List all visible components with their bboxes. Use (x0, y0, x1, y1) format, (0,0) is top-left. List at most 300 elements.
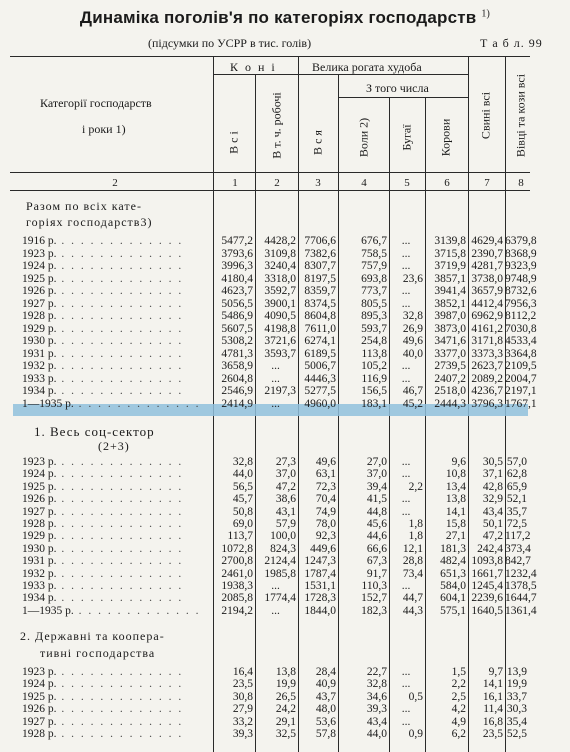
table-row (0, 544, 570, 555)
table-cell: 44,3 (402, 604, 423, 617)
table-cell: 32,8 (232, 456, 253, 468)
table-cell: 2197,1 (505, 385, 537, 397)
leader-dots: . . . . . . . . . . . . . (56, 519, 184, 530)
table-cell: 3471,6 (434, 335, 466, 347)
leader-dots: . . . . . . . . . . . . . (56, 543, 184, 555)
table-cell: 44,0 (232, 468, 253, 481)
colnum-8: 8 (518, 177, 524, 189)
leader-dots: . . . . . . . . . . . . . (56, 469, 184, 481)
table-label: Т а б л. 99 (480, 36, 543, 50)
col-sep-5 (425, 97, 426, 752)
table-row (0, 336, 570, 347)
row-label (22, 593, 212, 604)
colnum-1: 1 (232, 177, 238, 189)
row-year: 1916 р. (22, 236, 57, 247)
table-cell: 3109,8 (264, 247, 296, 260)
colnum-label: 2 (112, 177, 118, 189)
row-year: 1924 р. (22, 679, 57, 691)
table-cell: 27,0 (366, 456, 387, 468)
table-cell: ... (401, 493, 411, 506)
table-cell: 1644,7 (505, 592, 537, 605)
table-cell: 1,8 (408, 518, 423, 530)
table-cell: 92,3 (315, 530, 336, 543)
table-cell: ... (401, 297, 411, 310)
colnum-7: 7 (484, 177, 490, 189)
row-label (22, 494, 212, 505)
table-cell: 43,4 (366, 715, 387, 728)
table-cell: 30,3 (506, 703, 527, 716)
row-label (22, 507, 212, 518)
section-state-title: 2. Державні та коопера- (20, 629, 165, 643)
table-cell: 2089,2 (471, 372, 503, 385)
row-year: 1929 р. (22, 531, 57, 543)
table-cell: 156,5 (361, 385, 387, 397)
row-year: 1933 р. (22, 373, 57, 385)
table-cell: 11,4 (483, 703, 503, 716)
table-cell: 9,6 (451, 456, 466, 468)
table-cell: 3941,4 (434, 285, 466, 297)
row-label (22, 469, 212, 480)
table-row (0, 469, 570, 480)
col-sep-4 (389, 97, 390, 752)
table-cell: 26,9 (402, 322, 423, 335)
section-total-subtitle: горіях господарств3) (26, 215, 153, 229)
leader-dots: . . . . . . . . . . . . . (73, 398, 201, 410)
row-year: 1933 р. (22, 581, 57, 592)
table-cell: 63,1 (315, 468, 336, 481)
row-year: 1923 р. (22, 457, 57, 468)
table-row (0, 324, 570, 335)
table-cell: 2414,9 (221, 397, 253, 410)
table-cell: 6274,1 (304, 335, 336, 347)
table-cell: 1,5 (451, 666, 466, 678)
table-cell: 73,4 (402, 567, 423, 580)
header-col-buhai: Бугаї (399, 124, 414, 151)
table-cell: 1093,8 (471, 555, 503, 568)
row-label (22, 667, 212, 678)
table-cell: 49,6 (402, 335, 423, 347)
table-cell: 2197,3 (264, 385, 296, 397)
row-year: 1926 р. (22, 494, 57, 506)
table-cell: 45,6 (366, 518, 387, 530)
table-cell: 47,2 (275, 480, 296, 493)
table-cell: 1,8 (408, 530, 423, 543)
table-cell: 12,1 (402, 542, 423, 555)
row-label (22, 236, 212, 247)
table-cell: ... (401, 678, 411, 691)
table-cell: 40,0 (402, 347, 423, 360)
table-cell: 22,7 (366, 666, 387, 678)
table-cell: 2407,2 (434, 372, 466, 385)
row-year: 1925 р. (22, 273, 57, 285)
table-cell: 66,6 (366, 542, 387, 555)
section-soc-title: 1. Весь соц-сектор (34, 424, 155, 439)
table-cell: 4629,4 (471, 235, 503, 247)
table-cell: 47,2 (482, 530, 503, 543)
header-col-svyni: Свині всі (478, 91, 493, 140)
table-cell: 4781,3 (221, 347, 253, 360)
section-soc-subtitle: (2+3) (98, 439, 130, 453)
table-cell: 9748,9 (505, 272, 537, 285)
table-cell: 3715,8 (434, 247, 466, 260)
row-label (22, 361, 212, 372)
row-year: 1927 р. (22, 716, 57, 728)
table-cell: 7030,8 (505, 322, 537, 335)
leader-dots: . . . . . . . . . . . . . (56, 679, 184, 691)
row-year: 1928 р. (22, 519, 57, 530)
header-z-togo: З того числа (366, 81, 429, 95)
table-cell: 842,7 (505, 555, 531, 568)
table-cell: 45,2 (402, 397, 423, 410)
table-cell: 152,7 (361, 592, 387, 605)
row-year: 1932 р. (22, 568, 57, 580)
row-year: 1924 р. (22, 261, 57, 272)
leader-dots: . . . . . . . . . . . . . (56, 323, 184, 335)
table-cell: 1072,8 (221, 542, 253, 555)
table-cell: 6,2 (451, 728, 466, 740)
header-col-korovy: Корови (438, 118, 453, 157)
table-cell: 57,0 (506, 456, 527, 468)
table-cell: 3657,9 (471, 285, 503, 297)
table-cell: 824,3 (270, 542, 296, 555)
leader-dots: . . . . . . . . . . . . . (56, 729, 184, 740)
table-cell: 3377,0 (434, 347, 466, 360)
table-cell: 7611,0 (304, 322, 336, 335)
table-cell: 40,9 (315, 678, 336, 691)
table-row (0, 249, 570, 260)
table-cell: 2461,0 (221, 567, 253, 580)
table-cell: 4412,4 (471, 297, 503, 310)
table-cell: 895,3 (361, 310, 387, 322)
table-cell: 8112,2 (505, 310, 537, 322)
table-row (0, 519, 570, 530)
table-cell: 8374,5 (304, 297, 336, 310)
table-cell: 3364,8 (505, 347, 537, 360)
table-cell: 62,8 (506, 468, 527, 481)
row-year: 1928 р. (22, 311, 57, 322)
table-cell: 1728,3 (304, 592, 336, 605)
table-cell: ... (401, 456, 411, 468)
colnum-3: 3 (315, 177, 321, 189)
table-cell: 254,8 (361, 335, 387, 347)
leader-dots: . . . . . . . . . . . . . (56, 556, 184, 568)
row-label (22, 581, 212, 592)
table-cell: 757,9 (361, 260, 387, 272)
table-cell: 27,1 (445, 530, 466, 543)
table-row (0, 236, 570, 247)
table-cell: 449,6 (310, 542, 336, 555)
table-cell: 2,2 (451, 678, 466, 691)
row-year: 1934 р. (22, 386, 57, 397)
table-cell: 593,7 (361, 322, 387, 335)
table-cell: 4,9 (451, 715, 466, 728)
table-cell: 3793,6 (221, 247, 253, 260)
row-label (22, 482, 212, 493)
table-cell: 6379,8 (505, 235, 537, 247)
table-cell: 110,3 (361, 580, 387, 592)
table-cell: ... (271, 360, 280, 372)
leader-dots: . . . . . . . . . . . . . (56, 691, 184, 703)
table-cell: 46,7 (402, 385, 423, 397)
header-top-line (10, 56, 530, 57)
table-cell: 2109,5 (505, 360, 537, 372)
table-cell: 78,0 (315, 518, 336, 530)
table-cell: 6189,5 (304, 347, 336, 360)
table-row (0, 569, 570, 580)
table-cell: 45,7 (232, 493, 253, 506)
leader-dots: . . . . . . . . . . . . . (56, 273, 184, 285)
table-cell: 49,6 (315, 456, 336, 468)
table-cell: 5308,2 (221, 335, 253, 347)
table-cell: 4236,7 (471, 385, 503, 397)
table-cell: 1767,1 (505, 397, 537, 410)
row-label (22, 249, 212, 260)
header-col-vsi: В с і (226, 131, 241, 154)
table-cell: ... (401, 715, 411, 728)
table-cell: 50,1 (482, 518, 503, 530)
table-cell: 74,9 (315, 505, 336, 518)
row-label (22, 311, 212, 322)
table-cell: 34,6 (366, 690, 387, 703)
table-cell: ... (271, 580, 280, 592)
table-cell: 91,7 (366, 567, 387, 580)
row-label (22, 704, 212, 715)
table-cell: 2623,7 (471, 360, 503, 372)
table-row (0, 494, 570, 505)
table-cell: ... (401, 468, 411, 481)
table-row (0, 606, 570, 617)
table-row (0, 286, 570, 297)
table-cell: 28,4 (315, 666, 336, 678)
table-cell: 3318,0 (264, 272, 296, 285)
table-cell: 8307,7 (304, 260, 336, 272)
row-year: 1926 р. (22, 286, 57, 297)
row-label (22, 679, 212, 690)
row-year: 1927 р. (22, 298, 57, 310)
row-label (22, 556, 212, 567)
table-cell: 48,0 (315, 703, 336, 716)
table-cell: 0,5 (408, 690, 423, 703)
table-cell: 32,5 (275, 728, 296, 740)
title-text: Динаміка поголів'я по категоріях господарств (79, 8, 477, 27)
table-cell: 1378,5 (505, 580, 537, 592)
table-row (0, 507, 570, 518)
table-row (0, 679, 570, 690)
table-cell: 1938,3 (221, 580, 253, 592)
section-total-title: Разом по всіх кате- (26, 199, 142, 213)
table-cell: 1844,0 (304, 604, 336, 617)
table-cell: 8732,6 (505, 285, 537, 297)
table-cell: ... (271, 604, 280, 617)
table-cell: 2444,3 (434, 397, 466, 410)
table-cell: 4090,5 (264, 310, 296, 322)
leader-dots: . . . . . . . . . . . . . (56, 248, 184, 260)
table-row (0, 399, 570, 410)
table-cell: 39,4 (366, 480, 387, 493)
table-cell: 41,5 (366, 493, 387, 506)
section-state-subtitle: тивні господарства (40, 646, 156, 660)
table-cell: 4281,7 (471, 260, 503, 272)
table-cell: 8197,5 (304, 272, 336, 285)
table-cell: 1774,4 (264, 592, 296, 605)
leader-dots: . . . . . . . . . . . . . (56, 457, 184, 468)
header-velyka: Велика рогата худоба (312, 60, 422, 74)
table-cell: ... (401, 666, 411, 678)
page-title (0, 8, 570, 28)
table-cell: ... (401, 360, 411, 372)
leader-dots: . . . . . . . . . . . . . (56, 704, 184, 716)
row-year: 1925 р. (22, 481, 57, 493)
table-cell: 6962,9 (471, 310, 503, 322)
table-cell: 4198,8 (264, 322, 296, 335)
table-cell: ... (401, 703, 411, 716)
table-cell: 9323,9 (505, 260, 537, 272)
table-cell: 3240,4 (264, 260, 296, 272)
table-cell: ... (401, 505, 411, 518)
table-cell: 29,1 (275, 715, 296, 728)
table-cell: ... (401, 580, 411, 592)
table-row (0, 299, 570, 310)
row-label (22, 569, 212, 580)
table-cell: 5277,5 (304, 385, 336, 397)
table-cell: 4,2 (451, 703, 466, 716)
table-cell: 113,7 (227, 530, 253, 543)
table-cell: 2124,4 (264, 555, 296, 568)
table-cell: 5056,5 (221, 297, 253, 310)
row-year: 1934 р. (22, 593, 57, 605)
table-cell: 43,7 (315, 690, 336, 703)
table-cell: 2085,8 (221, 592, 253, 605)
table-cell: 13,4 (445, 480, 466, 493)
table-cell: 42,8 (482, 480, 503, 493)
table-cell: 2,2 (408, 480, 423, 493)
table-cell: 23,5 (232, 678, 253, 691)
row-year: 1928 р. (22, 729, 57, 740)
table-cell: 10,8 (445, 468, 466, 481)
colnum-5: 5 (404, 177, 410, 189)
table-cell: 35,7 (506, 505, 527, 518)
table-cell: 35,4 (506, 715, 527, 728)
table-cell: 113,8 (361, 347, 387, 360)
table-cell: 72,5 (506, 518, 527, 530)
table-row (0, 482, 570, 493)
table-cell: 182,3 (361, 604, 387, 617)
table-cell: 676,7 (361, 235, 387, 247)
leader-dots: . . . . . . . . . . . . . (56, 286, 184, 297)
table-cell: 38,6 (275, 493, 296, 506)
table-cell: 4960,0 (304, 397, 336, 410)
table-cell: 5006,7 (304, 360, 336, 372)
table-cell: 33,7 (506, 690, 527, 703)
header-col-vivtsi: Вівці та кози всі (513, 73, 528, 158)
table-cell: 1247,3 (304, 555, 336, 568)
table-cell: 5607,5 (221, 322, 253, 335)
table-cell: 3873,0 (434, 322, 466, 335)
table-cell: 30,5 (482, 456, 503, 468)
table-cell: 100,0 (270, 530, 296, 543)
table-cell: 3721,6 (264, 335, 296, 347)
row-year: 1925 р. (22, 691, 57, 703)
table-cell: 2239,6 (471, 592, 503, 605)
row-label (22, 692, 212, 703)
row-label (22, 717, 212, 728)
table-row (0, 717, 570, 728)
table-cell: 27,3 (275, 456, 296, 468)
colnum-6: 6 (444, 177, 450, 189)
table-row (0, 386, 570, 397)
table-cell: 23,6 (402, 272, 423, 285)
table-cell: 28,8 (402, 555, 423, 568)
leader-dots: . . . . . . . . . . . . . (56, 236, 184, 247)
table-cell: 13,8 (275, 666, 296, 678)
leader-dots: . . . . . . . . . . . . . (56, 336, 184, 347)
table-cell: 3373,3 (471, 347, 503, 360)
table-cell: 32,8 (366, 678, 387, 691)
row-year: 1—1935 р. (22, 605, 74, 617)
table-cell: 3987,0 (434, 310, 466, 322)
table-cell: 30,8 (232, 690, 253, 703)
row-label (22, 519, 212, 530)
table-cell: 26,5 (275, 690, 296, 703)
table-cell: ... (271, 372, 280, 385)
table-cell: 37,1 (482, 468, 503, 481)
table-cell: 8368,9 (505, 247, 537, 260)
table-row (0, 692, 570, 703)
header-koni: К о н і (230, 60, 277, 74)
table-cell: 7956,3 (505, 297, 537, 310)
row-label (22, 374, 212, 385)
table-cell: 0,9 (408, 728, 423, 740)
table-cell: 3171,8 (471, 335, 503, 347)
row-year: 1923 р. (22, 667, 57, 678)
table-cell: 2194,2 (221, 604, 253, 617)
header-col-robochi: В т. ч. робочі (269, 92, 284, 159)
table-cell: 105,2 (361, 360, 387, 372)
table-cell: 3852,1 (434, 297, 466, 310)
table-cell: 2604,8 (221, 372, 253, 385)
table-cell: 8359,7 (304, 285, 336, 297)
table-cell: 758,5 (361, 247, 387, 260)
row-year: 1—1935 р. (22, 398, 74, 410)
table-cell: 3139,8 (434, 235, 466, 247)
row-label (22, 261, 212, 272)
table-cell: 8604,8 (304, 310, 336, 322)
table-cell: 57,9 (275, 518, 296, 530)
table-cell: 9,7 (488, 666, 503, 678)
table-cell: 3658,9 (221, 360, 253, 372)
table-cell: 44,0 (366, 728, 387, 740)
table-cell: 39,3 (232, 728, 253, 740)
table-cell: 39,3 (366, 703, 387, 716)
table-cell: 72,3 (315, 480, 336, 493)
row-year: 1926 р. (22, 704, 57, 716)
table-cell: 1361,4 (505, 604, 537, 617)
table-row (0, 349, 570, 360)
table-cell: 32,8 (402, 310, 423, 322)
row-year: 1931 р. (22, 348, 57, 360)
table-cell: 4161,2 (471, 322, 503, 335)
table-cell: 1531,1 (304, 580, 336, 592)
table-cell: 3857,1 (434, 272, 466, 285)
table-cell: 3719,9 (434, 260, 466, 272)
leader-dots: . . . . . . . . . . . . . (56, 361, 184, 372)
leader-dots: . . . . . . . . . . . . . (56, 386, 184, 397)
table-cell: 37,0 (275, 468, 296, 481)
colnum-bottom-line (10, 190, 530, 191)
table-cell: 37,0 (366, 468, 387, 481)
table-cell: 4623,7 (221, 285, 253, 297)
table-cell: 773,7 (361, 285, 387, 297)
